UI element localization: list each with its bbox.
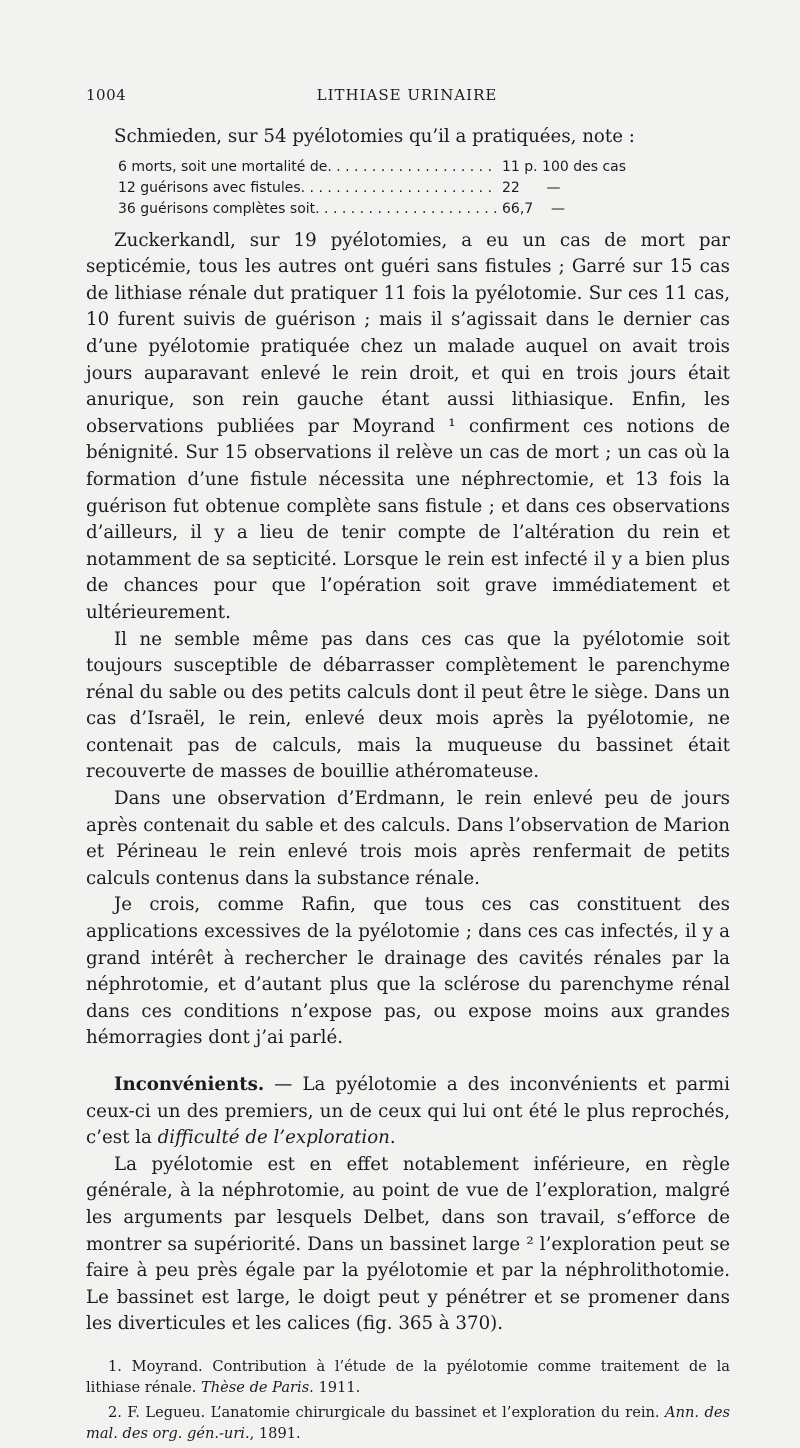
paragraph: La pyélotomie est en effet notablement inférieure, en règle générale, à la néphrotomie, au point de vue de l’exploration, malgré les arguments par lesquels Delbet, dans son travail, s’efforce de montrer sa supériorité. Dans un bassinet large ² l’exploration peut se faire à peu près égale par la pyélotomie et par la néphrolithotomie. Le bassinet est large, le doigt peut y pénétrer et se promener dans les diverticules et les calices (fig. 365 à 370). — [86, 1153, 730, 1335]
statistics-list — [86, 157, 730, 220]
stat-row — [86, 178, 730, 199]
stat-value: 66,7 — — [502, 200, 565, 217]
footnote-text: 2. F. Legueu. L’anatomie chirurgicale du bassinet et l’exploration du rein. — [108, 1403, 666, 1421]
stat-label: 36 guérisons complètes soit — [118, 200, 316, 217]
dot-leader — [301, 178, 496, 199]
stat-label: 12 guérisons avec fistules — [118, 179, 301, 196]
stat-value: 11 p. 100 des cas — [502, 158, 627, 175]
stat-label: 6 morts, soit une mortalité de — [118, 158, 328, 175]
footnote-tail: , 1891. — [249, 1424, 301, 1442]
dot-leader — [327, 157, 496, 178]
page-number: 1004 — [86, 86, 127, 104]
footnote — [86, 1356, 730, 1398]
inconvenients-paragraph — [86, 1072, 730, 1152]
footnote-citation: Ann. des mal. des org. gén.-uri. — [86, 1403, 730, 1442]
page-body — [86, 124, 730, 1448]
paragraph: Il ne semble même pas dans ces cas que la pyélotomie soit toujours susceptible de débarrasser complètement le parenchyme rénal du sable ou des petits calculs dont il peut être le siège. Dans un cas d’Israël, le rein, enlevé deux mois après la pyélotomie, ne contenait pas de calculs, mais la muqueuse du bassinet était recouverte de masses de bouillie athéromateuse. — [86, 628, 730, 783]
stat-value: 22 — — [502, 179, 561, 196]
footnotes — [86, 1356, 730, 1444]
paragraph: Je crois, comme Rafin, que tous ces cas constituent des applications excessives de la pyélotomie ; dans ces cas infectés, il y a grand intérêt à rechercher le drainage des cavités rénales par la néphrotomie, et d’autant plus que la sclérose du parenchyme rénal dans ces conditions n’expose pas, ou expose moins aux grandes hémorragies dont j’ai parlé. — [86, 894, 730, 1049]
footnote-tail: 1911. — [313, 1378, 361, 1396]
paragraph: Zuckerkandl, sur 19 pyélotomies, a eu un cas de mort par septicémie, tous les autres ont guéri sans fistules ; Garré sur 15 cas de lithiase rénale dut pratiquer 11 fois la pyélotomie. Sur ces 11 cas, 10 furent suivis de guérison ; mais il s’agissait dans le dernier cas d’une pyélotomie pratiquée chez un malade auquel on avait trois jours auparavant enlevé le rein droit, et qui en trois jours était anurique, son rein gauche étant aussi lithiasique. Enfin, les observations publiées par Moyrand ¹ confirment ces notions de bénignité. Sur 15 observations il relève un cas de mort ; un cas où la formation d’une fistule nécessita une néphrectomie, et 13 fois la guérison fut obtenue complète sans fistule ; et dans ces observations d’ailleurs, il y a lieu de tenir compte de l’altération du rein et notamment de sa septicité. Lorsque le rein est infecté il y a bien plus de chances pour que l’opération soit grave immédiatement et ultérieurement. — [86, 229, 730, 623]
footnote-text: 1. Moyrand. Contribution à l’étude de la pyélotomie comme traitement de la lithiase rénale. — [86, 1357, 730, 1396]
section-heading: Inconvénients. — [114, 1074, 265, 1095]
emphasis-text: difficulté de l’exploration — [157, 1127, 390, 1149]
inconvenients-text-end: . — [389, 1127, 396, 1149]
footnote-citation: Thèse de Paris. — [201, 1378, 314, 1396]
footnote — [86, 1402, 730, 1444]
stat-row — [86, 199, 730, 220]
inconvenients-text: — La pyélotomie a des inconvénients et parmi ceux-ci un des premiers, un de ceux qui lui ont été le plus reprochés, c’est la — [86, 1074, 730, 1149]
dot-leader — [315, 199, 496, 220]
page-header — [86, 86, 728, 110]
intro-paragraph: Schmieden, sur 54 pyélotomies qu’il a pratiquées, note : — [114, 126, 635, 147]
running-title: LITHIASE URINAIRE — [316, 86, 498, 104]
paragraph: Dans une observation d’Erdmann, le rein enlevé peu de jours après contenait du sable et des calculs. Dans l’observation de Marion et Périneau le rein enlevé trois mois après renfermait de petits calculs contenus dans la substance rénale. — [86, 788, 730, 889]
stat-row — [86, 157, 730, 178]
